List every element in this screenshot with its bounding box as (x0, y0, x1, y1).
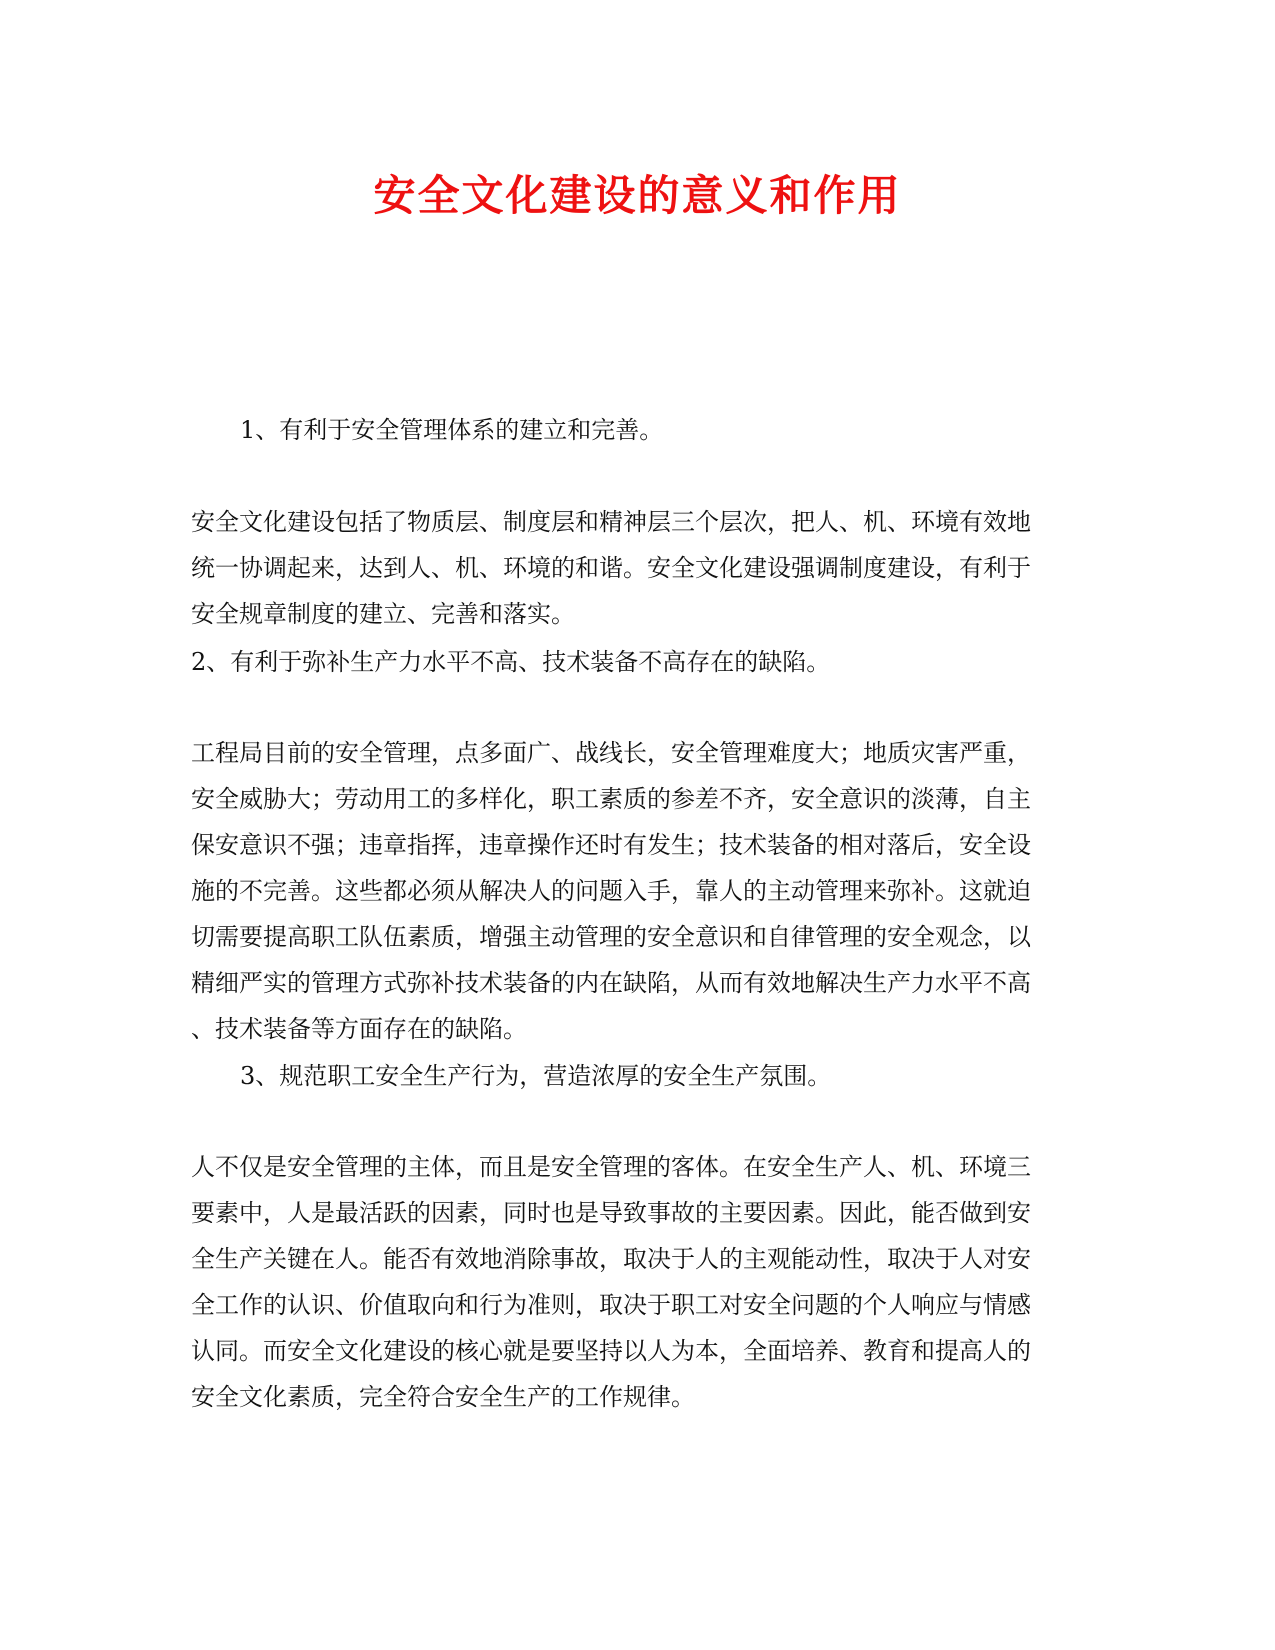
paragraph-2-line-6: 精细严实的管理方式弥补技术装备的内在缺陷，从而有效地解决生产力水平不高 (191, 969, 1031, 997)
paragraph-2-line-4: 施的不完善。这些都必须从解决人的问题入手，靠人的主动管理来弥补。这就迫 (191, 877, 1031, 905)
paragraph-3-line-1: 人不仅是安全管理的主体，而且是安全管理的客体。在安全生产人、机、环境三 (191, 1153, 1031, 1181)
heading-1: 1、有利于安全管理体系的建立和完善。 (240, 416, 664, 444)
paragraph-3-line-4: 全工作的认识、价值取向和行为准则，取决于职工对安全问题的个人响应与情感 (191, 1291, 1031, 1319)
paragraph-2-line-1: 工程局目前的安全管理，点多面广、战线长，安全管理难度大；地质灾害严重， (191, 739, 1031, 767)
heading-3: 3、规范职工安全生产行为，营造浓厚的安全生产氛围。 (240, 1062, 832, 1090)
paragraph-3-line-2: 要素中，人是最活跃的因素，同时也是导致事故的主要因素。因此，能否做到安 (191, 1199, 1031, 1227)
paragraph-2-line-7: 、技术装备等方面存在的缺陷。 (191, 1015, 527, 1043)
paragraph-3-line-5: 认同。而安全文化建设的核心就是要坚持以人为本，全面培养、教育和提高人的 (191, 1337, 1031, 1365)
paragraph-3-line-6: 安全文化素质，完全符合安全生产的工作规律。 (191, 1383, 695, 1411)
paragraph-2-line-5: 切需要提高职工队伍素质，增强主动管理的安全意识和自律管理的安全观念，以 (191, 923, 1031, 951)
heading-2: 2、有利于弥补生产力水平不高、技术装备不高存在的缺陷。 (191, 648, 831, 676)
paragraph-2-line-2: 安全威胁大；劳动用工的多样化，职工素质的参差不齐，安全意识的淡薄，自主 (191, 785, 1031, 813)
paragraph-3-line-3: 全生产关键在人。能否有效地消除事故，取决于人的主观能动性，取决于人对安 (191, 1245, 1031, 1273)
paragraph-1-line-2: 统一协调起来，达到人、机、环境的和谐。安全文化建设强调制度建设，有利于 (191, 554, 1031, 582)
document-title: 安全文化建设的意义和作用 (373, 171, 902, 220)
paragraph-2-line-3: 保安意识不强；违章指挥，违章操作还时有发生；技术装备的相对落后，安全设 (191, 831, 1031, 859)
paragraph-1-line-1: 安全文化建设包括了物质层、制度层和精神层三个层次，把人、机、环境有效地 (191, 508, 1031, 536)
paragraph-1-line-3: 安全规章制度的建立、完善和落实。 (191, 600, 575, 628)
